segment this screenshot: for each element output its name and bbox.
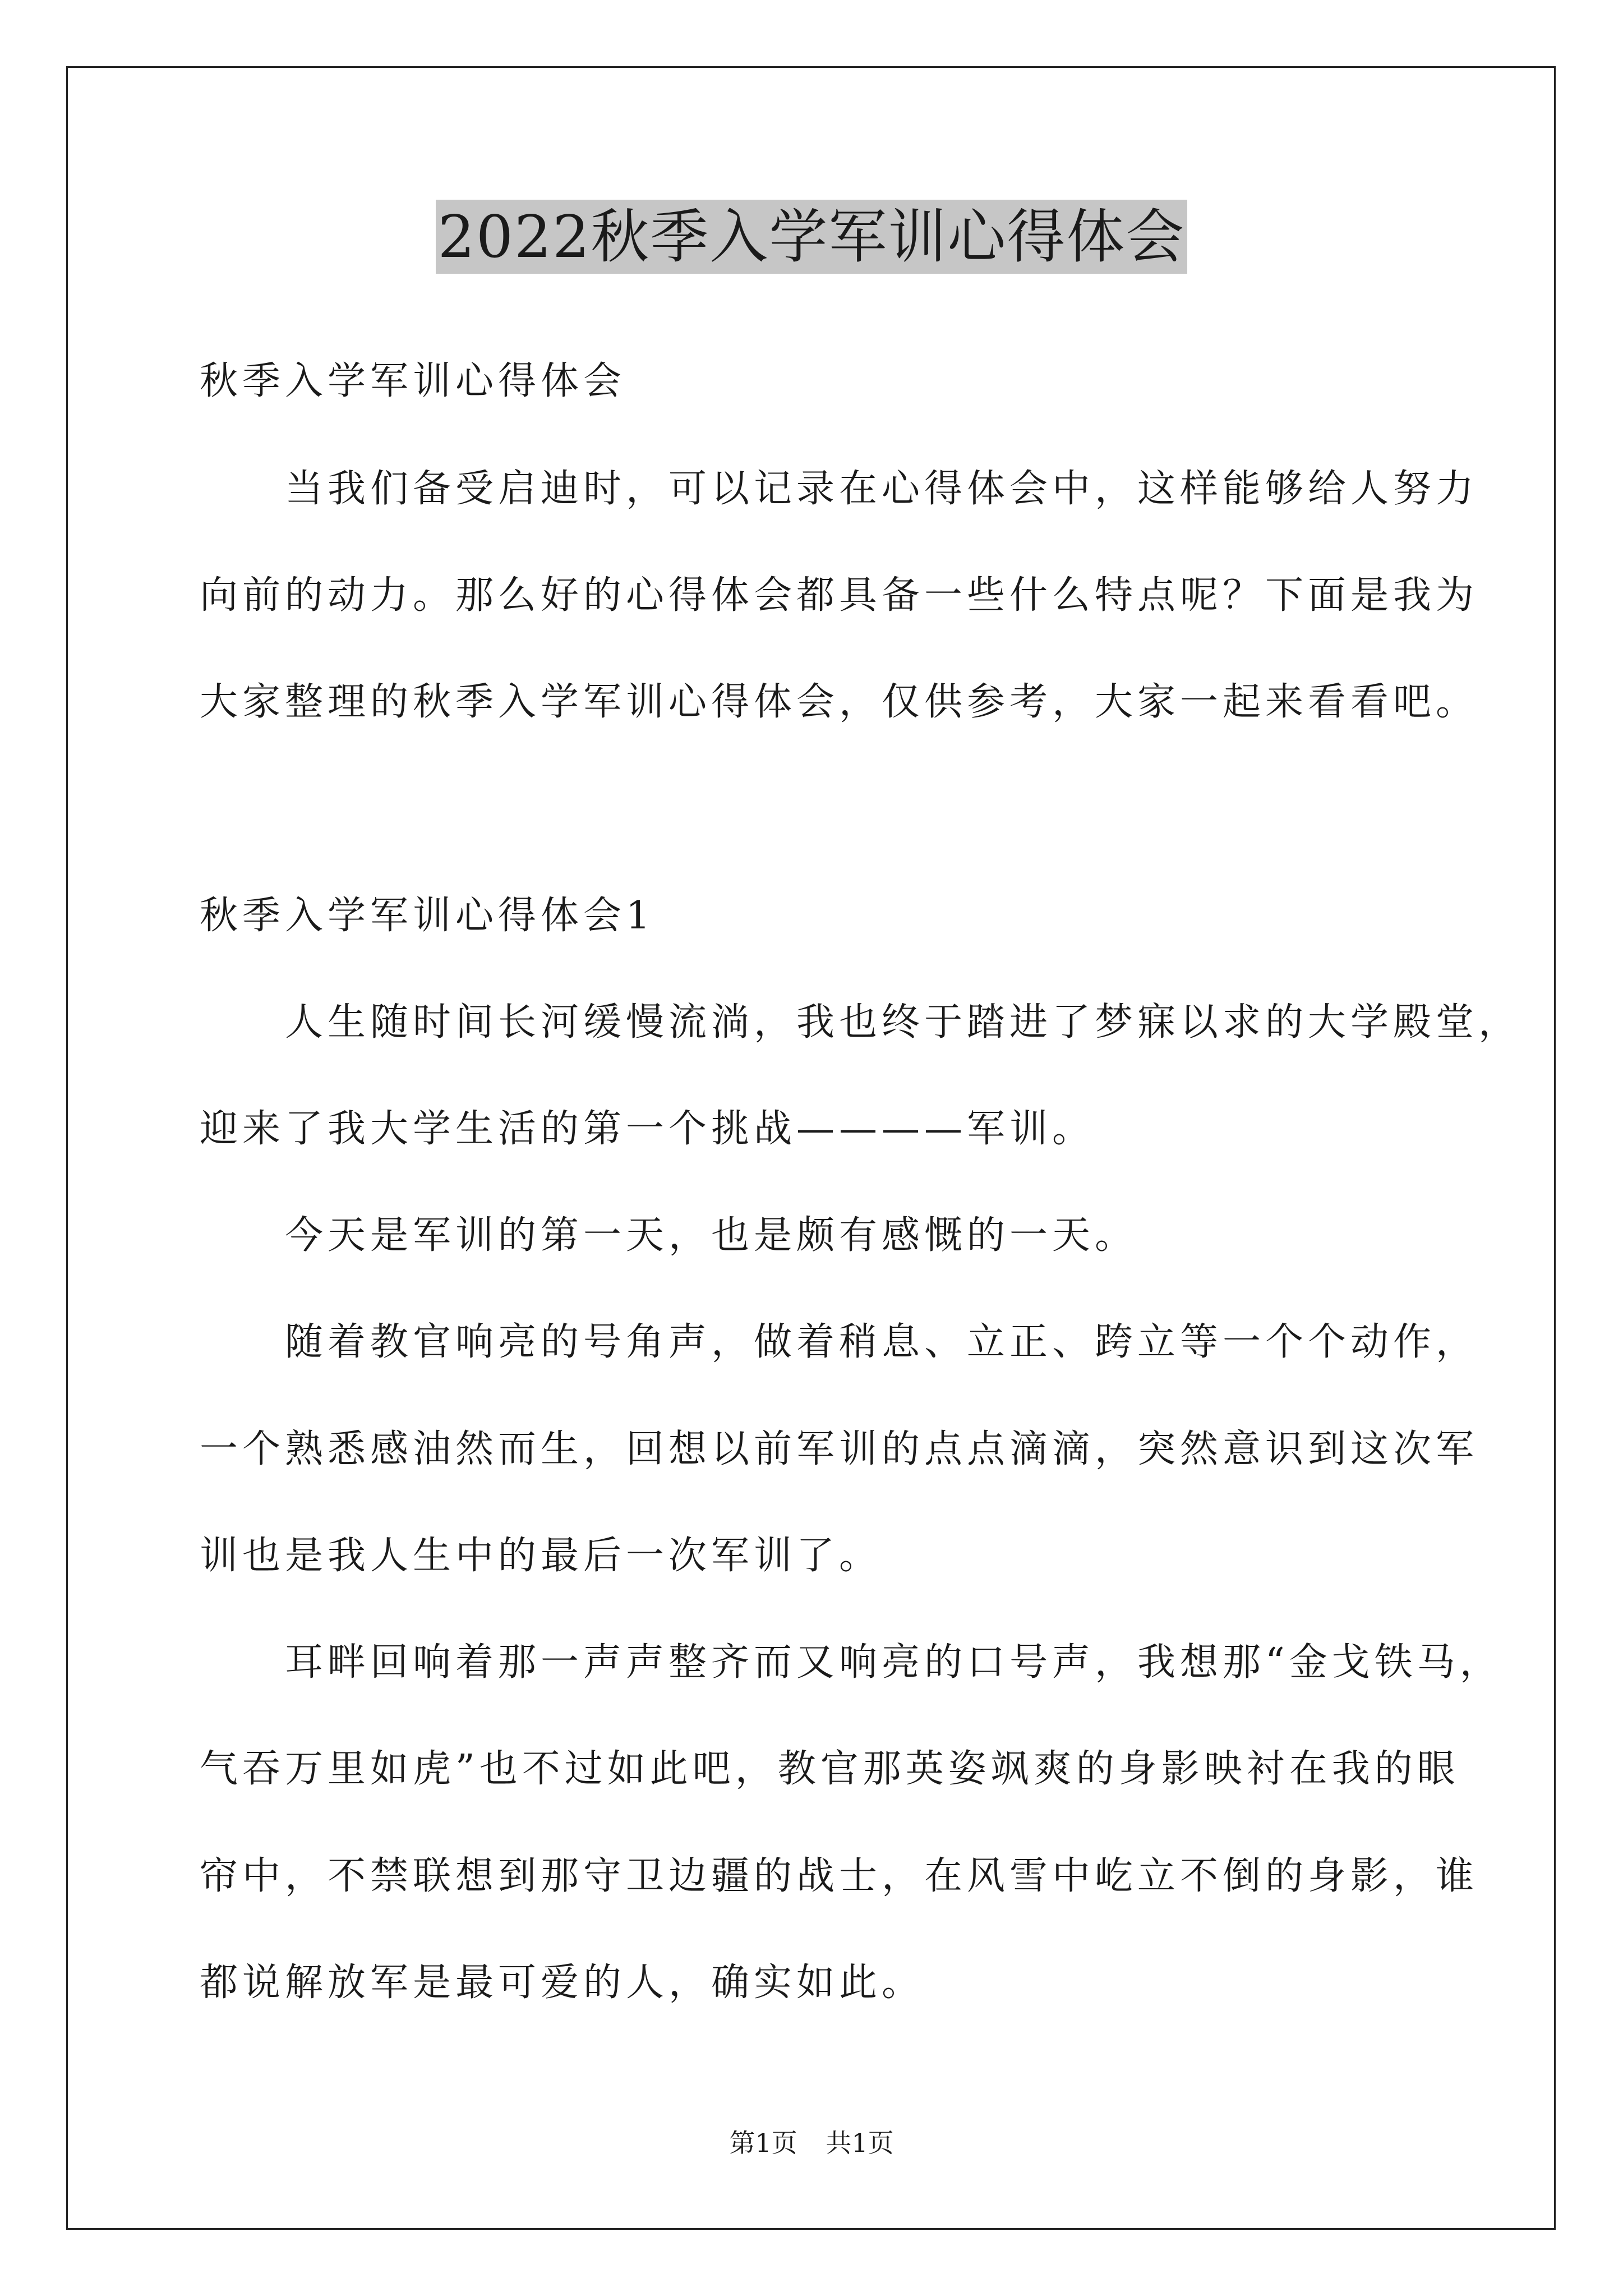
paragraph-line: 训也是我人生中的最后一次军训了。: [200, 1534, 882, 1578]
intro-line: 向前的动力。那么好的心得体会都具备一些什么特点呢？下面是我为: [200, 573, 1479, 618]
page-footer: [0, 2126, 1623, 2160]
paragraph-line: 人生随时间长河缓慢流淌，我也终于踏进了梦寐以求的大学殿堂，: [200, 1000, 1521, 1045]
page-total: 共1页: [826, 2128, 894, 2158]
intro-line: 大家整理的秋季入学军训心得体会，仅供参考，大家一起来看看吧。: [200, 680, 1479, 724]
paragraph-line: 随着教官响亮的号角声，做着稍息、立正、跨立等一个个动作，: [200, 1320, 1479, 1364]
paragraph-line: 帘中，不禁联想到那守卫边疆的战士，在风雪中屹立不倒的身影，谁: [200, 1854, 1479, 1898]
subtitle: 秋季入学军训心得体会: [200, 359, 626, 403]
paragraph-line: 耳畔回响着那一声声整齐而又响亮的口号声，我想那“金戈铁马，: [200, 1640, 1502, 1685]
page-number: 第1页: [729, 2128, 797, 2158]
paragraph-line: 都说解放军是最可爱的人，确实如此。: [200, 1961, 925, 2005]
paragraph-line: 迎来了我大学生活的第一个挑战————军训。: [200, 1107, 1095, 1151]
paragraph-line: 今天是军训的第一天，也是颇有感慨的一天。: [200, 1213, 1138, 1258]
title-container: [0, 200, 1623, 274]
section-heading: 秋季入学军训心得体会1: [200, 894, 655, 938]
paragraph-line: 一个熟悉感油然而生，回想以前军训的点点滴滴，突然意识到这次军: [200, 1427, 1479, 1471]
intro-line: 当我们备受启迪时，可以记录在心得体会中，这样能够给人努力: [200, 467, 1479, 511]
paragraph-line: 气吞万里如虎”也不过如此吧，教官那英姿飒爽的身影映衬在我的眼: [200, 1747, 1460, 1791]
document-title: 2022秋季入学军训心得体会: [436, 200, 1188, 274]
